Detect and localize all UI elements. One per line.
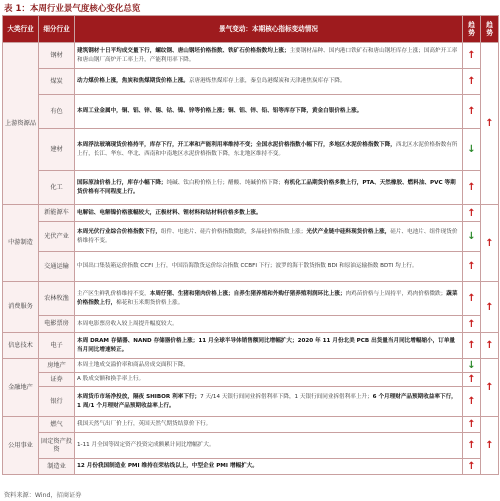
sub-steel: 钢材: [39, 43, 75, 69]
sub-elec: 电子: [39, 333, 75, 359]
sub-nonferrous: 有色: [39, 95, 75, 129]
sub-building: 建材: [39, 129, 75, 171]
desc-bank: 本周货币市场净投放，隔夜 SHIBOR 利率下行；7 天/14 天银行间同业拆借利率下降，1 天银行间同业拆借利率上升；6 个月理财产品预期收益率下行，1 周/1 个月理财产品预期收益率上行。: [75, 387, 463, 417]
trend-arrow-down: ↓: [463, 222, 481, 252]
table-row: [3, 316, 499, 333]
trend-arrow-up: ↑: [463, 205, 481, 222]
desc-mfg: 12 月份我国制造业 PMI 维持在荣枯线以上，中型企业 PMI 增幅扩大。: [75, 459, 463, 475]
table-row: [3, 373, 499, 387]
table-row: [3, 333, 499, 359]
table-row: [3, 69, 499, 95]
table-row: [3, 205, 499, 222]
sub-realestate: 房地产: [39, 359, 75, 373]
table-title: 表 1：本周行业景气度核心变化总览: [4, 4, 141, 14]
trend-arrow-down: ↓: [463, 129, 481, 171]
cat-trend-finance-up: ↑: [481, 359, 499, 417]
table-row: [3, 43, 499, 69]
sub-transport: 交通运输: [39, 252, 75, 282]
table-row: [3, 171, 499, 205]
header-desc: 景气变动：本期核心指标变动情况: [75, 16, 463, 43]
trend-arrow-up: ↑: [463, 333, 481, 359]
sub-pv: 光伏产业: [39, 222, 75, 252]
table-row: [3, 417, 499, 433]
header-trend-1: 趋势: [463, 16, 481, 43]
sub-securities: 证券: [39, 373, 75, 387]
cat-trend-upstream-up: ↑: [481, 43, 499, 205]
cat-trend-utility-up: ↑: [481, 417, 499, 475]
category-midstream: 中游制造: [3, 205, 39, 282]
trend-arrow-up: ↑: [463, 433, 481, 459]
desc-chem: 国际原油价格上行，库存小幅下降；纯碱、钛白粉价格上行；醋酸、纯碱价格下降；有机化工品期货价格多数上行，PTA、天然橡胶、燃料油、PVC 等期货价格有不同程度上行。: [75, 171, 463, 205]
desc-building: 本周浮法玻璃现货价格持平，库存下行，开工率和产能利用率维持不变；全国水泥价格指数小幅下行，多地区水泥价格指数下降，西北区水泥价格指数有所上行，长江、华东、华北、西南和中南地区水泥价格指数下降，东北地区维持不变。: [75, 129, 463, 171]
trend-arrow-down: ↓: [463, 359, 481, 373]
cat-trend-midstream-up: ↑: [481, 205, 499, 282]
sub-coal: 煤炭: [39, 69, 75, 95]
sub-film: 电影票房: [39, 316, 75, 333]
trend-arrow-up: ↑: [463, 95, 481, 129]
category-upstream: 上游资源品: [3, 43, 39, 205]
desc-realestate: 本周土地成交溢价率和商品房成交面积下降。: [75, 359, 463, 373]
trend-arrow-up: ↑: [463, 373, 481, 387]
sub-mfg: 制造业: [39, 459, 75, 475]
table-row: [3, 252, 499, 282]
trend-arrow-up: ↑: [463, 417, 481, 433]
header-sector: 大类行业: [3, 16, 39, 43]
category-it: 信息技术: [3, 333, 39, 359]
sub-bank: 银行: [39, 387, 75, 417]
cat-trend-consumer-up: ↑: [481, 282, 499, 333]
category-finance: 金融地产: [3, 359, 39, 417]
desc-elec: 本周 DRAM 存储器、NAND 存储器价格上涨；11 月全球半导体销售额同比增幅扩大；2020 年 11 月份北美 PCB 出货量当月同比增幅缩小，订单量当月同比增速转正。: [75, 333, 463, 359]
category-utility: 公用事业: [3, 417, 39, 475]
trend-arrow-up: ↑: [463, 69, 481, 95]
sub-fai: 固定资产投资: [39, 433, 75, 459]
category-consumer: 消费服务: [3, 282, 39, 333]
header-row: [3, 16, 499, 43]
desc-pv: 本周光伏行业综合价格指数下行，组件、电池片、硅片价格指数微跌，多晶硅价格指数上涨；光伏产业链中硅料现货价格上涨，硅片、电池片、组件现货价格维持不变。: [75, 222, 463, 252]
sub-gas: 燃气: [39, 417, 75, 433]
desc-transport: 中国出口集装箱运价指数 CCFI 上行，中国沿海散货运价综合指数 CCBFI 下行；波罗的海干散货指数 BDI 和原油运输指数 BDTI 均上行。: [75, 252, 463, 282]
sub-chem: 化工: [39, 171, 75, 205]
desc-nev: 电解钴、电解镍价格涨幅较大，正极材料、锂材料和钴材料价格多数上涨。: [75, 205, 463, 222]
sub-agri: 农林牧渔: [39, 282, 75, 316]
table-row: [3, 129, 499, 171]
desc-coal: 动力煤价格上涨，焦炭和焦煤期货价格上涨。京唐港炼焦煤库存上涨，秦皇岛港煤炭和天津港焦炭库存下降。: [75, 69, 463, 95]
sub-nev: 新能源车: [39, 205, 75, 222]
trend-arrow-up: ↑: [463, 252, 481, 282]
desc-gas: 我国天然气出厂价上行，英国天然气期货结算价下行。: [75, 417, 463, 433]
industry-summary-table: [2, 15, 499, 475]
table-row: [3, 95, 499, 129]
table-row: [3, 359, 499, 373]
trend-arrow-up: ↑: [463, 316, 481, 333]
table-row: [3, 387, 499, 417]
desc-steel: 建筑钢材十日平均成交量下行，螺纹钢、唐山钢坯价格指数、铁矿石价格指数均上涨；主要钢材品种、国内港口铁矿石和唐山钢坯库存上涨；国高炉开工率和唐山钢厂高炉开工率上升，产能利用率下降。: [75, 43, 463, 69]
table-row: [3, 433, 499, 459]
cat-trend-it-up: ↑: [481, 333, 499, 359]
header-trend-2: 趋势: [481, 16, 499, 43]
table-row: [3, 282, 499, 316]
desc-film: 本周电影票房收入较上周提升幅度较大。: [75, 316, 463, 333]
source-note: 资料来源：Wind，招商证券: [4, 492, 82, 499]
trend-arrow-up: ↑: [463, 43, 481, 69]
table-row: [3, 222, 499, 252]
desc-nonferrous: 本周工业金属中，铜、铝、锌、锡、钴、镍、锌等价格上涨；铜、铝、锌、铅、铝等库存下降，黄金白银价格上涨。: [75, 95, 463, 129]
desc-fai: 1-11 月全国等固定资产投资完成额累计同比增幅扩大。: [75, 433, 463, 459]
trend-arrow-up: ↑: [463, 387, 481, 417]
table-row: [3, 459, 499, 475]
header-sub: 细分行业: [39, 16, 75, 43]
trend-arrow-up: ↑: [463, 459, 481, 475]
desc-agri: 主产区生鲜乳价格维持不变，本周仔猪、生猪和猪肉价格上涨；自养生猪养殖和外购仔猪养殖利润环比上涨；肉鸡苗价格与上周持平，鸡肉价格微跌；蔬菜价格指数上行，棉花和玉米期货价格上涨。: [75, 282, 463, 316]
trend-arrow-up: ↑: [463, 171, 481, 205]
desc-securities: A 股成交额和换手率上行。: [75, 373, 463, 387]
trend-arrow-up: ↑: [463, 282, 481, 316]
